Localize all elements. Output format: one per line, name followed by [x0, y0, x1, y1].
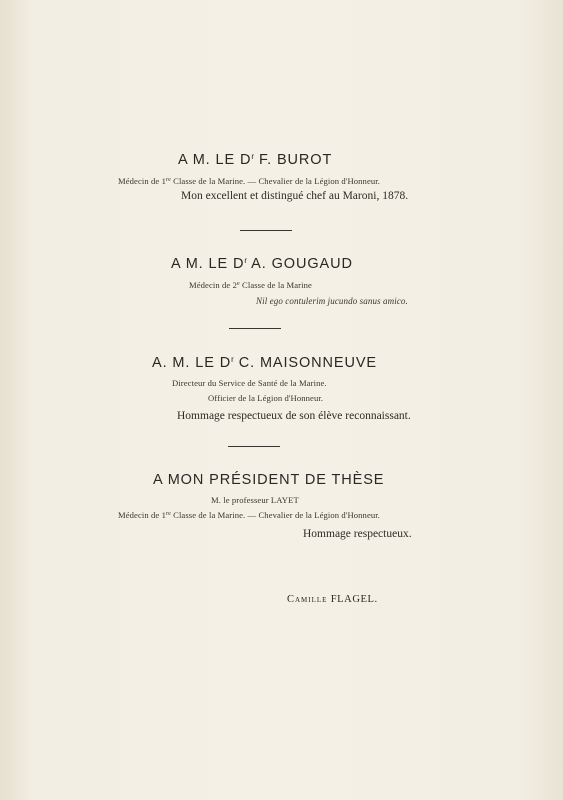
subtitle-part: Médecin de 1 [118, 510, 166, 520]
subtitle-sup: e [236, 281, 240, 287]
signature-last-name: FLAGEL. [330, 594, 378, 605]
subtitle-part: Classe de la Marine [239, 280, 312, 290]
subtitle-gougaud [189, 280, 312, 290]
subtitle-burot [118, 176, 380, 186]
signature-first-name: Camille [287, 594, 328, 605]
divider-rule [240, 230, 292, 231]
subtitle-part: Médecin de 1 [118, 176, 166, 186]
divider-rule [228, 446, 280, 447]
heading-prefix: A. M. LE D [152, 355, 232, 371]
subtitle-maisonneuve-line2: Officier de la Légion d'Honneur. [208, 393, 324, 403]
heading-sup: r [251, 152, 255, 161]
dedication-heading-president: A MON PRÉSIDENT DE THÈSE [153, 472, 385, 488]
author-signature [287, 594, 378, 605]
subtitle-part: Classe de la Marine. — Chevalier de la Légion d'Honneur. [170, 176, 381, 186]
dedication-heading-maisonneuve [152, 355, 377, 371]
dedication-heading-burot [178, 152, 332, 168]
subtitle-part: Classe de la Marine. — Chevalier de la Légion d'Honneur. [170, 510, 381, 520]
heading-name: C. MAISONNEUVE [233, 355, 377, 371]
heading-name: A. GOUGAUD [247, 256, 353, 272]
heading-prefix: A M. LE D [171, 256, 245, 272]
subtitle-part: Médecin de 2 [189, 280, 237, 290]
heading-sup: r [231, 355, 234, 364]
subtitle-maisonneuve-line1: Directeur du Service de Santé de la Marine. [172, 378, 327, 388]
dedication-text-maisonneuve: Hommage respectueux de son élève reconnaissant. [177, 410, 411, 422]
divider-rule [229, 328, 281, 329]
dedication-heading-gougaud [171, 256, 353, 272]
subtitle-president-line1: M. le professeur LAYET [211, 495, 299, 505]
heading-name: F. BUROT [254, 152, 333, 168]
dedication-text-gougaud: Nil ego contulerim jucundo sanus amico. [256, 296, 408, 306]
heading-sup: r [244, 256, 248, 265]
subtitle-sup: re [165, 511, 171, 517]
dedication-text-burot: Mon excellent et distingué chef au Maroni, 1878. [181, 190, 409, 202]
heading-prefix: A M. LE D [178, 152, 252, 168]
dedication-text-president: Hommage respectueux. [303, 528, 412, 540]
subtitle-president-line2 [118, 510, 380, 520]
subtitle-sup: re [165, 177, 171, 183]
